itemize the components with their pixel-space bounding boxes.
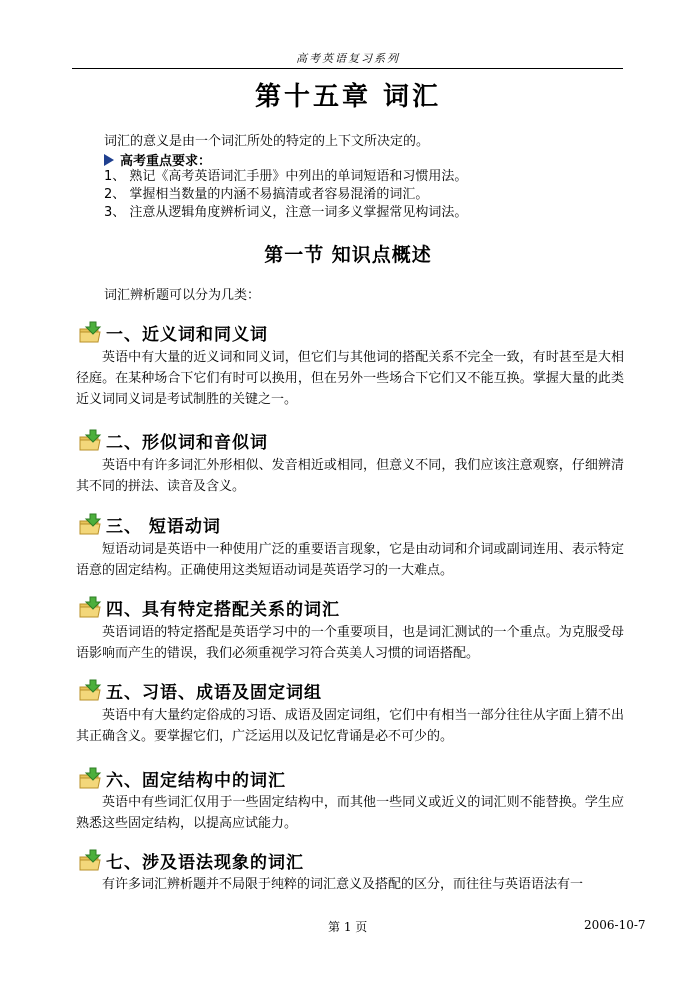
topic-heading [78, 428, 268, 453]
topic-heading [78, 766, 286, 791]
topic-heading [78, 848, 304, 873]
triangle-bullet-icon [104, 154, 114, 166]
intro-text: 词汇的意义是由一个词汇所处的特定的上下文所决定的。 [104, 134, 430, 149]
topic-title: 一、近义词和同义词 [106, 325, 268, 345]
folder-download-icon [78, 767, 104, 791]
topic-body: 有许多词汇辨析题并不局限于纯粹的词汇意义及搭配的区分，而往往与英语语法有一 [102, 877, 584, 892]
topic-body: 英语中有大量约定俗成的习语、成语及固定词组，它们中有相当一部分往往从字面上猜不出其正确含义。要掌握它们，广泛运用以及记忆背诵是必不可少的。 [76, 708, 624, 744]
section-intro: 词汇辨析题可以分为几类： [104, 288, 261, 303]
topic-title: 七、涉及语法现象的词汇 [106, 853, 304, 873]
requirement-item: 1、 熟记《高考英语词汇手册》中列出的单词短语和习惯用法。 [104, 169, 468, 184]
topic-heading [78, 320, 268, 345]
topic-title: 六、固定结构中的词汇 [106, 771, 286, 791]
folder-download-icon [78, 679, 104, 703]
requirement-item: 3、 注意从逻辑角度辨析词义，注意一词多义掌握常见构词法。 [104, 205, 468, 220]
topic-heading [78, 678, 322, 703]
folder-download-icon [78, 321, 104, 345]
topic-body: 英语中有些词汇仅用于一些固定结构中，而其他一些同义或近义的词汇则不能替换。学生应熟悉这些固定结构，以提高应试能力。 [76, 795, 624, 831]
folder-download-icon [78, 596, 104, 620]
topic-title: 二、形似词和音似词 [106, 433, 268, 453]
folder-download-icon [78, 513, 104, 537]
topic-heading [78, 512, 221, 537]
topic-body: 短语动词是英语中一种使用广泛的重要语言现象，它是由动词和介词或副词连用、表示特定语意的固定结构。正确使用这类短语动词是英语学习的一大难点。 [76, 542, 624, 578]
topic-body: 英语中有许多词汇外形相似、发音相近或相同，但意义不同，我们应该注意观察，仔细辨清其不同的拼法、读音及含义。 [76, 458, 624, 494]
focus-label [104, 150, 211, 169]
section-title: 第一节 知识点概述 [264, 244, 432, 266]
topic-title: 三、 短语动词 [106, 517, 221, 537]
folder-download-icon [78, 429, 104, 453]
footer-date: 2006-10-7 [584, 918, 646, 932]
topic-title: 四、具有特定搭配关系的词汇 [106, 600, 340, 620]
topic-body: 英语词语的特定搭配是英语学习中的一个重要项目，也是词汇测试的一个重点。为克服受母语影响而产生的错误，我们必须重视学习符合英美人习惯的词语搭配。 [76, 625, 624, 661]
running-header: 高考英语复习系列 [296, 52, 400, 65]
folder-download-icon [78, 849, 104, 873]
topic-body: 英语中有大量的近义词和同义词，但它们与其他词的搭配关系不完全一致，有时甚至是大相径庭。在某种场合下它们有时可以换用，但在另外一些场合下它们又不能互换。掌握大量的此类近义词同义词是考试制胜的关键之一。 [76, 350, 624, 407]
page-number: 第 1 页 [328, 920, 368, 934]
chapter-title: 第十五章 词汇 [254, 82, 442, 112]
focus-label-text: 高考重点要求： [120, 154, 212, 169]
topic-heading [78, 595, 340, 620]
header-rule [72, 68, 623, 69]
topic-title: 五、习语、成语及固定词组 [106, 683, 322, 703]
requirement-item: 2、 掌握相当数量的内涵不易搞清或者容易混淆的词汇。 [104, 187, 429, 202]
